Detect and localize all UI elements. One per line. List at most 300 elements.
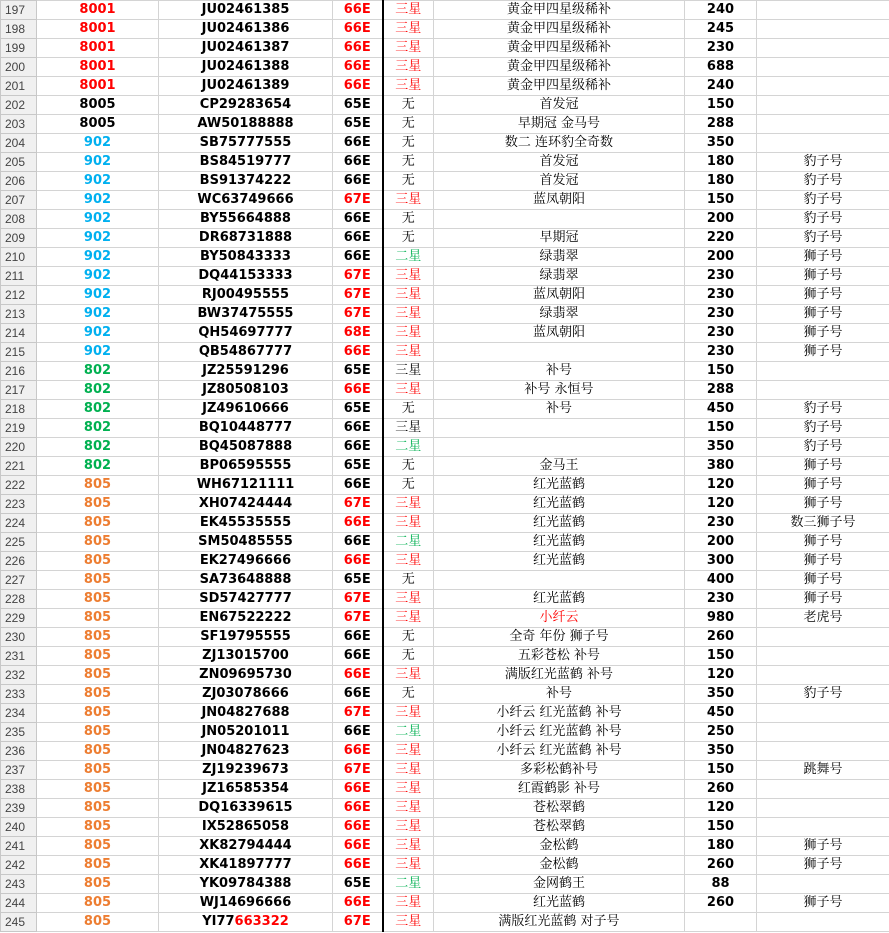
cell-score[interactable]: 66E: [333, 533, 383, 552]
cell-price[interactable]: 230: [685, 305, 757, 324]
cell-title[interactable]: 黄金甲四星级稀补: [434, 39, 685, 58]
row-header[interactable]: 198: [1, 20, 37, 39]
row-header[interactable]: 234: [1, 704, 37, 723]
cell-code[interactable]: 805: [37, 856, 159, 875]
cell-price[interactable]: [685, 913, 757, 932]
cell-tag[interactable]: [757, 647, 889, 666]
cell-price[interactable]: 240: [685, 77, 757, 96]
cell-score[interactable]: 66E: [333, 438, 383, 457]
cell-grade[interactable]: 无: [383, 647, 434, 666]
row-header[interactable]: 203: [1, 115, 37, 134]
cell-code[interactable]: 805: [37, 571, 159, 590]
cell-serial[interactable]: JU02461388: [159, 58, 333, 77]
cell-title[interactable]: 金松鹤: [434, 856, 685, 875]
cell-tag[interactable]: [757, 58, 889, 77]
cell-code[interactable]: 8001: [37, 58, 159, 77]
cell-tag[interactable]: 数三狮子号: [757, 514, 889, 533]
cell-grade[interactable]: 三星: [383, 609, 434, 628]
row-header[interactable]: 228: [1, 590, 37, 609]
cell-tag[interactable]: 狮子号: [757, 571, 889, 590]
cell-score[interactable]: 66E: [333, 476, 383, 495]
row-header[interactable]: 225: [1, 533, 37, 552]
cell-serial[interactable]: BQ10448777: [159, 419, 333, 438]
row-header[interactable]: 230: [1, 628, 37, 647]
cell-score[interactable]: 66E: [333, 818, 383, 837]
cell-code[interactable]: 805: [37, 590, 159, 609]
cell-grade[interactable]: 无: [383, 96, 434, 115]
cell-price[interactable]: 350: [685, 685, 757, 704]
cell-grade[interactable]: 三星: [383, 1, 434, 20]
cell-code[interactable]: 902: [37, 210, 159, 229]
cell-grade[interactable]: 三星: [383, 818, 434, 837]
cell-score[interactable]: 66E: [333, 248, 383, 267]
cell-score[interactable]: 67E: [333, 590, 383, 609]
cell-code[interactable]: 8005: [37, 96, 159, 115]
cell-code[interactable]: 802: [37, 419, 159, 438]
cell-serial[interactable]: BW37475555: [159, 305, 333, 324]
cell-title[interactable]: 首发冠: [434, 96, 685, 115]
cell-price[interactable]: 200: [685, 533, 757, 552]
cell-code[interactable]: 8001: [37, 77, 159, 96]
cell-grade[interactable]: 三星: [383, 780, 434, 799]
cell-grade[interactable]: 三星: [383, 666, 434, 685]
cell-price[interactable]: 180: [685, 837, 757, 856]
row-header[interactable]: 238: [1, 780, 37, 799]
row-header[interactable]: 233: [1, 685, 37, 704]
cell-score[interactable]: 66E: [333, 20, 383, 39]
cell-serial[interactable]: RJ00495555: [159, 286, 333, 305]
cell-title[interactable]: 小纤云 红光蓝鹤 补号: [434, 704, 685, 723]
cell-title[interactable]: 红光蓝鹤: [434, 495, 685, 514]
cell-code[interactable]: 805: [37, 894, 159, 913]
cell-tag[interactable]: [757, 134, 889, 153]
cell-score[interactable]: 66E: [333, 58, 383, 77]
cell-code[interactable]: 802: [37, 400, 159, 419]
cell-code[interactable]: 805: [37, 837, 159, 856]
cell-grade[interactable]: 三星: [383, 191, 434, 210]
cell-serial[interactable]: DQ16339615: [159, 799, 333, 818]
cell-tag[interactable]: 狮子号: [757, 476, 889, 495]
cell-code[interactable]: 805: [37, 476, 159, 495]
cell-grade[interactable]: 二星: [383, 875, 434, 894]
cell-serial[interactable]: SD57427777: [159, 590, 333, 609]
cell-serial[interactable]: JN05201011: [159, 723, 333, 742]
cell-serial[interactable]: JZ25591296: [159, 362, 333, 381]
cell-tag[interactable]: [757, 628, 889, 647]
cell-tag[interactable]: 豹子号: [757, 210, 889, 229]
cell-code[interactable]: 902: [37, 153, 159, 172]
cell-tag[interactable]: [757, 666, 889, 685]
cell-tag[interactable]: 豹子号: [757, 191, 889, 210]
cell-score[interactable]: 66E: [333, 742, 383, 761]
cell-price[interactable]: 150: [685, 647, 757, 666]
cell-code[interactable]: 805: [37, 913, 159, 932]
cell-score[interactable]: 65E: [333, 96, 383, 115]
cell-serial[interactable]: QB54867777: [159, 343, 333, 362]
cell-serial[interactable]: BP06595555: [159, 457, 333, 476]
cell-title[interactable]: 多彩松鹤补号: [434, 761, 685, 780]
cell-code[interactable]: 805: [37, 609, 159, 628]
cell-serial[interactable]: BY55664888: [159, 210, 333, 229]
cell-code[interactable]: 805: [37, 799, 159, 818]
cell-score[interactable]: 66E: [333, 229, 383, 248]
cell-serial[interactable]: JU02461389: [159, 77, 333, 96]
cell-serial[interactable]: CP29283654: [159, 96, 333, 115]
cell-score[interactable]: 66E: [333, 1, 383, 20]
cell-code[interactable]: 902: [37, 286, 159, 305]
cell-price[interactable]: 150: [685, 362, 757, 381]
row-header[interactable]: 223: [1, 495, 37, 514]
row-header[interactable]: 244: [1, 894, 37, 913]
row-header[interactable]: 205: [1, 153, 37, 172]
cell-code[interactable]: 805: [37, 723, 159, 742]
row-header[interactable]: 206: [1, 172, 37, 191]
cell-score[interactable]: 65E: [333, 400, 383, 419]
cell-price[interactable]: 120: [685, 799, 757, 818]
cell-score[interactable]: 68E: [333, 324, 383, 343]
cell-score[interactable]: 65E: [333, 362, 383, 381]
cell-price[interactable]: 180: [685, 172, 757, 191]
cell-price[interactable]: 245: [685, 20, 757, 39]
cell-tag[interactable]: [757, 96, 889, 115]
row-header[interactable]: 231: [1, 647, 37, 666]
cell-title[interactable]: 补号: [434, 400, 685, 419]
cell-title[interactable]: 黄金甲四星级稀补: [434, 20, 685, 39]
row-header[interactable]: 208: [1, 210, 37, 229]
cell-price[interactable]: 350: [685, 742, 757, 761]
cell-score[interactable]: 66E: [333, 799, 383, 818]
cell-code[interactable]: 805: [37, 761, 159, 780]
cell-price[interactable]: 120: [685, 495, 757, 514]
cell-score[interactable]: 66E: [333, 685, 383, 704]
cell-tag[interactable]: 狮子号: [757, 590, 889, 609]
cell-code[interactable]: 805: [37, 704, 159, 723]
cell-title[interactable]: 红霞鹤影 补号: [434, 780, 685, 799]
cell-grade[interactable]: 三星: [383, 894, 434, 913]
cell-grade[interactable]: 无: [383, 210, 434, 229]
cell-title[interactable]: 黄金甲四星级稀补: [434, 58, 685, 77]
cell-code[interactable]: 802: [37, 362, 159, 381]
cell-serial[interactable]: ZJ19239673: [159, 761, 333, 780]
cell-grade[interactable]: 三星: [383, 761, 434, 780]
cell-price[interactable]: 350: [685, 134, 757, 153]
cell-score[interactable]: 65E: [333, 571, 383, 590]
cell-score[interactable]: 67E: [333, 913, 383, 932]
cell-price[interactable]: 288: [685, 381, 757, 400]
cell-price[interactable]: 150: [685, 818, 757, 837]
cell-title[interactable]: 绿翡翠: [434, 267, 685, 286]
cell-serial[interactable]: SA73648888: [159, 571, 333, 590]
cell-price[interactable]: 240: [685, 1, 757, 20]
cell-title[interactable]: 蓝凤朝阳: [434, 324, 685, 343]
cell-serial[interactable]: JZ49610666: [159, 400, 333, 419]
cell-grade[interactable]: 无: [383, 457, 434, 476]
cell-title[interactable]: 金网鹤王: [434, 875, 685, 894]
cell-price[interactable]: 300: [685, 552, 757, 571]
cell-title[interactable]: 红光蓝鹤: [434, 514, 685, 533]
cell-grade[interactable]: 三星: [383, 856, 434, 875]
cell-tag[interactable]: 豹子号: [757, 153, 889, 172]
cell-score[interactable]: 66E: [333, 172, 383, 191]
cell-grade[interactable]: 三星: [383, 362, 434, 381]
cell-tag[interactable]: [757, 381, 889, 400]
cell-serial[interactable]: DQ44153333: [159, 267, 333, 286]
cell-title[interactable]: 补号: [434, 362, 685, 381]
cell-tag[interactable]: [757, 704, 889, 723]
cell-code[interactable]: 802: [37, 381, 159, 400]
cell-price[interactable]: 150: [685, 419, 757, 438]
cell-price[interactable]: 288: [685, 115, 757, 134]
cell-tag[interactable]: [757, 39, 889, 58]
cell-serial[interactable]: XK41897777: [159, 856, 333, 875]
cell-tag[interactable]: 狮子号: [757, 495, 889, 514]
row-header[interactable]: 221: [1, 457, 37, 476]
row-header[interactable]: 220: [1, 438, 37, 457]
row-header[interactable]: 224: [1, 514, 37, 533]
cell-price[interactable]: 120: [685, 476, 757, 495]
cell-serial[interactable]: WH67121111: [159, 476, 333, 495]
cell-tag[interactable]: 豹子号: [757, 438, 889, 457]
cell-tag[interactable]: 狮子号: [757, 286, 889, 305]
cell-grade[interactable]: 无: [383, 134, 434, 153]
cell-tag[interactable]: 狮子号: [757, 894, 889, 913]
cell-code[interactable]: 805: [37, 742, 159, 761]
cell-tag[interactable]: 狮子号: [757, 552, 889, 571]
cell-code[interactable]: 902: [37, 134, 159, 153]
cell-title[interactable]: 小纤云 红光蓝鹤 补号: [434, 723, 685, 742]
row-header[interactable]: 235: [1, 723, 37, 742]
row-header[interactable]: 219: [1, 419, 37, 438]
cell-serial[interactable]: BY50843333: [159, 248, 333, 267]
cell-title[interactable]: 红光蓝鹤: [434, 590, 685, 609]
cell-serial[interactable]: JN04827623: [159, 742, 333, 761]
row-header[interactable]: 239: [1, 799, 37, 818]
row-header[interactable]: 237: [1, 761, 37, 780]
cell-serial[interactable]: JZ16585354: [159, 780, 333, 799]
row-header[interactable]: 226: [1, 552, 37, 571]
cell-grade[interactable]: 三星: [383, 704, 434, 723]
cell-score[interactable]: 67E: [333, 495, 383, 514]
cell-serial[interactable]: JZ80508103: [159, 381, 333, 400]
cell-serial[interactable]: WC63749666: [159, 191, 333, 210]
cell-title[interactable]: 苍松翠鹤: [434, 818, 685, 837]
cell-title[interactable]: 苍松翠鹤: [434, 799, 685, 818]
cell-code[interactable]: 805: [37, 552, 159, 571]
cell-tag[interactable]: 狮子号: [757, 305, 889, 324]
cell-serial[interactable]: EK45535555: [159, 514, 333, 533]
cell-title[interactable]: 满版红光蓝鹤 对子号: [434, 913, 685, 932]
cell-code[interactable]: 8001: [37, 20, 159, 39]
cell-grade[interactable]: 三星: [383, 77, 434, 96]
cell-serial[interactable]: AW50188888: [159, 115, 333, 134]
cell-tag[interactable]: [757, 723, 889, 742]
row-header[interactable]: 232: [1, 666, 37, 685]
cell-title[interactable]: 绿翡翠: [434, 305, 685, 324]
cell-code[interactable]: 902: [37, 324, 159, 343]
cell-title[interactable]: 金松鹤: [434, 837, 685, 856]
cell-score[interactable]: 66E: [333, 780, 383, 799]
cell-title[interactable]: 全奇 年份 狮子号: [434, 628, 685, 647]
row-header[interactable]: 209: [1, 229, 37, 248]
cell-serial[interactable]: JN04827688: [159, 704, 333, 723]
cell-title[interactable]: 早期冠: [434, 229, 685, 248]
cell-price[interactable]: 88: [685, 875, 757, 894]
cell-serial[interactable]: XH07424444: [159, 495, 333, 514]
cell-grade[interactable]: 无: [383, 153, 434, 172]
cell-code[interactable]: 902: [37, 172, 159, 191]
cell-serial[interactable]: JU02461386: [159, 20, 333, 39]
cell-price[interactable]: 260: [685, 780, 757, 799]
row-header[interactable]: 214: [1, 324, 37, 343]
cell-price[interactable]: 688: [685, 58, 757, 77]
cell-title[interactable]: 蓝凤朝阳: [434, 191, 685, 210]
cell-price[interactable]: 350: [685, 438, 757, 457]
cell-score[interactable]: 66E: [333, 419, 383, 438]
cell-grade[interactable]: 三星: [383, 742, 434, 761]
row-header[interactable]: 204: [1, 134, 37, 153]
cell-title[interactable]: 小纤云: [434, 609, 685, 628]
cell-grade[interactable]: 无: [383, 172, 434, 191]
cell-grade[interactable]: 三星: [383, 552, 434, 571]
cell-grade[interactable]: 三星: [383, 324, 434, 343]
cell-title[interactable]: 黄金甲四星级稀补: [434, 1, 685, 20]
row-header[interactable]: 241: [1, 837, 37, 856]
cell-price[interactable]: 230: [685, 343, 757, 362]
cell-score[interactable]: 67E: [333, 305, 383, 324]
cell-serial[interactable]: JU02461387: [159, 39, 333, 58]
cell-serial[interactable]: XK82794444: [159, 837, 333, 856]
cell-tag[interactable]: 狮子号: [757, 457, 889, 476]
cell-price[interactable]: 260: [685, 856, 757, 875]
row-header[interactable]: 211: [1, 267, 37, 286]
cell-score[interactable]: 66E: [333, 723, 383, 742]
cell-title[interactable]: 红光蓝鹤: [434, 476, 685, 495]
cell-tag[interactable]: 豹子号: [757, 419, 889, 438]
cell-code[interactable]: 8001: [37, 39, 159, 58]
cell-score[interactable]: 66E: [333, 343, 383, 362]
row-header[interactable]: 200: [1, 58, 37, 77]
row-header[interactable]: 201: [1, 77, 37, 96]
cell-score[interactable]: 66E: [333, 210, 383, 229]
row-header[interactable]: 229: [1, 609, 37, 628]
cell-code[interactable]: 902: [37, 248, 159, 267]
cell-grade[interactable]: 三星: [383, 381, 434, 400]
cell-serial[interactable]: ZJ13015700: [159, 647, 333, 666]
cell-price[interactable]: 400: [685, 571, 757, 590]
cell-serial[interactable]: [159, 913, 333, 932]
cell-grade[interactable]: 三星: [383, 799, 434, 818]
row-header[interactable]: 227: [1, 571, 37, 590]
cell-title[interactable]: 补号: [434, 685, 685, 704]
cell-grade[interactable]: 三星: [383, 286, 434, 305]
cell-serial[interactable]: SF19795555: [159, 628, 333, 647]
cell-serial[interactable]: BS84519777: [159, 153, 333, 172]
cell-tag[interactable]: [757, 115, 889, 134]
cell-serial[interactable]: ZJ03078666: [159, 685, 333, 704]
cell-title[interactable]: 五彩苍松 补号: [434, 647, 685, 666]
cell-grade[interactable]: 三星: [383, 58, 434, 77]
cell-tag[interactable]: 狮子号: [757, 248, 889, 267]
cell-serial[interactable]: EN67522222: [159, 609, 333, 628]
cell-price[interactable]: 230: [685, 324, 757, 343]
cell-code[interactable]: 805: [37, 533, 159, 552]
cell-grade[interactable]: 二星: [383, 438, 434, 457]
cell-score[interactable]: 65E: [333, 115, 383, 134]
cell-score[interactable]: 66E: [333, 837, 383, 856]
cell-grade[interactable]: 三星: [383, 514, 434, 533]
cell-tag[interactable]: [757, 20, 889, 39]
cell-code[interactable]: 805: [37, 647, 159, 666]
cell-score[interactable]: 67E: [333, 191, 383, 210]
cell-tag[interactable]: [757, 818, 889, 837]
cell-title[interactable]: 金马王: [434, 457, 685, 476]
cell-title[interactable]: 小纤云 红光蓝鹤 补号: [434, 742, 685, 761]
row-header[interactable]: 236: [1, 742, 37, 761]
row-header[interactable]: 218: [1, 400, 37, 419]
cell-score[interactable]: 66E: [333, 77, 383, 96]
cell-price[interactable]: 380: [685, 457, 757, 476]
cell-price[interactable]: 220: [685, 229, 757, 248]
cell-tag[interactable]: [757, 875, 889, 894]
cell-tag[interactable]: 狮子号: [757, 324, 889, 343]
row-header[interactable]: 207: [1, 191, 37, 210]
cell-code[interactable]: 805: [37, 514, 159, 533]
row-header[interactable]: 212: [1, 286, 37, 305]
row-header[interactable]: 213: [1, 305, 37, 324]
cell-price[interactable]: 230: [685, 514, 757, 533]
cell-price[interactable]: 260: [685, 894, 757, 913]
cell-serial[interactable]: QH54697777: [159, 324, 333, 343]
cell-title[interactable]: 红光蓝鹤: [434, 552, 685, 571]
cell-grade[interactable]: 三星: [383, 305, 434, 324]
cell-title[interactable]: [434, 210, 685, 229]
cell-code[interactable]: 902: [37, 305, 159, 324]
cell-price[interactable]: 120: [685, 666, 757, 685]
cell-tag[interactable]: [757, 362, 889, 381]
row-header[interactable]: 202: [1, 96, 37, 115]
cell-title[interactable]: 首发冠: [434, 153, 685, 172]
cell-price[interactable]: 450: [685, 704, 757, 723]
cell-score[interactable]: 66E: [333, 134, 383, 153]
cell-tag[interactable]: 狮子号: [757, 856, 889, 875]
cell-price[interactable]: 980: [685, 609, 757, 628]
cell-code[interactable]: 805: [37, 818, 159, 837]
cell-grade[interactable]: 三星: [383, 267, 434, 286]
cell-score[interactable]: 66E: [333, 894, 383, 913]
cell-code[interactable]: 8001: [37, 1, 159, 20]
cell-grade[interactable]: 二星: [383, 248, 434, 267]
cell-score[interactable]: 66E: [333, 647, 383, 666]
cell-score[interactable]: 67E: [333, 267, 383, 286]
cell-grade[interactable]: 二星: [383, 723, 434, 742]
cell-price[interactable]: 200: [685, 248, 757, 267]
cell-code[interactable]: 805: [37, 875, 159, 894]
cell-title[interactable]: [434, 438, 685, 457]
cell-score[interactable]: 66E: [333, 856, 383, 875]
cell-tag[interactable]: 狮子号: [757, 267, 889, 286]
cell-title[interactable]: [434, 343, 685, 362]
cell-tag[interactable]: 狮子号: [757, 533, 889, 552]
cell-price[interactable]: 150: [685, 191, 757, 210]
cell-price[interactable]: 230: [685, 267, 757, 286]
cell-price[interactable]: 250: [685, 723, 757, 742]
cell-tag[interactable]: 豹子号: [757, 229, 889, 248]
cell-price[interactable]: 230: [685, 286, 757, 305]
cell-tag[interactable]: 跳舞号: [757, 761, 889, 780]
cell-grade[interactable]: 无: [383, 571, 434, 590]
cell-grade[interactable]: 无: [383, 685, 434, 704]
cell-code[interactable]: 8005: [37, 115, 159, 134]
